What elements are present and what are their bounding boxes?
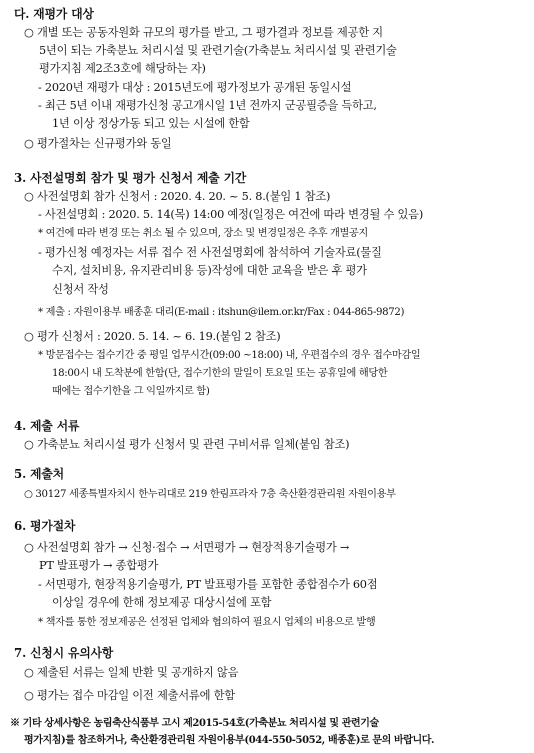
text-line: ○ 평가절차는 신규평가와 동일	[24, 137, 172, 150]
text-line: - 사전설명회 : 2020. 5. 14(목) 14:00 예정(일정은 여건에 따라 변경될 수 있음)	[38, 208, 423, 221]
text-line: 때에는 접수기한을 그 익일까지로 함)	[52, 386, 210, 397]
section-heading: 3. 사전설명회 참가 및 평가 신청서 제출 기간	[14, 171, 247, 185]
text-line: - 평가신청 예정자는 서류 접수 전 사전설명회에 참석하여 기술자료(물질	[38, 246, 382, 259]
section-heading: 5. 제출처	[14, 467, 65, 481]
text-line: * 방문접수는 접수기간 중 평일 업무시간(09:00 ~18:00) 내, 우편접수의 경우 접수마감일	[38, 350, 421, 361]
text-line: ○ 가축분뇨 처리시설 평가 신청서 및 관련 구비서류 일체(붙임 참조)	[24, 438, 350, 451]
section-heading: 6. 평가절차	[14, 519, 76, 533]
text-line: - 2020년 재평가 대상 : 2015년도에 평가정보가 공개된 동일시설	[38, 81, 352, 94]
text-line: PT 발표평가 → 종합평가	[39, 559, 159, 572]
text-line: ○ 사전설명회 참가 신청서 : 2020. 4. 20. ~ 5. 8.(붙임 1 참조)	[24, 190, 331, 203]
text-line: 평가지침)를 참조하거나, 축산환경관리원 자원이용부(044-550-5052, 배종훈)로 문의 바랍니다.	[24, 735, 435, 746]
text-line: 5년이 되는 가축분뇨 처리시설 및 관련기술(가축분뇨 처리시설 및 관련기술	[39, 44, 397, 57]
text-line: 평가지침 제2조3호에 해당하는 자)	[39, 62, 206, 75]
text-line: 수지, 설치비용, 유지관리비용 등)작성에 대한 교육을 받은 후 평가	[52, 264, 367, 277]
text-line: ○ 평가 신청서 : 2020. 5. 14. ~ 6. 19.(붙임 2 참조)	[24, 330, 281, 343]
section-heading: 7. 신청시 유의사항	[14, 646, 114, 660]
text-line: ○ 개별 또는 공동자원화 규모의 평가를 받고, 그 평가결과 정보를 제공한 지	[24, 26, 383, 39]
text-line: 이상일 경우에 한해 정보제공 대상시설에 포함	[52, 596, 272, 609]
text-line: ○ 제출된 서류는 일체 반환 및 공개하지 않음	[24, 666, 239, 679]
text-line: * 제출 : 자원이용부 배종훈 대리(E-mail : itshun@ilem.or.kr/Fax : 044-865-9872)	[38, 307, 405, 318]
text-line: ○ 평가는 접수 마감일 이전 제출서류에 한함	[24, 689, 235, 702]
text-line: ○ 사전설명회 참가 → 신청·접수 → 서면평가 → 현장적용기술평가 →	[24, 541, 350, 554]
text-line: ○ 30127 세종특별자치시 한누리대로 219 한림프라자 7층 축산환경관리원 자원이용부	[24, 489, 396, 500]
text-line: 신청서 작성	[52, 283, 109, 296]
text-line: - 서면평가, 현장적용기술평가, PT 발표평가를 포함한 종합점수가 60점	[38, 578, 378, 591]
text-line: 18:00시 내 도착분에 한함(단, 접수기한의 말일이 토요일 또는 공휴일에 해당한	[52, 368, 388, 379]
text-line: 1년 이상 정상가동 되고 있는 시설에 한함	[52, 117, 250, 130]
text-line: ※ 기타 상세사항은 농림축산식품부 고시 제2015-54호(가축분뇨 처리시설 및 관련기술	[10, 718, 379, 729]
text-line: * 여건에 따라 변경 또는 취소 될 수 있으며, 장소 및 변경일정은 추후 개별공지	[38, 228, 368, 239]
section-heading: 4. 제출 서류	[14, 419, 80, 433]
section-heading: 다. 재평가 대상	[14, 7, 94, 21]
text-line: * 책자를 통한 정보제공은 선정된 업체와 협의하여 필요시 업체의 비용으로 발행	[38, 617, 376, 628]
text-line: - 최근 5년 이내 재평가신청 공고개시일 1년 전까지 군공필증을 득하고,	[38, 99, 377, 112]
